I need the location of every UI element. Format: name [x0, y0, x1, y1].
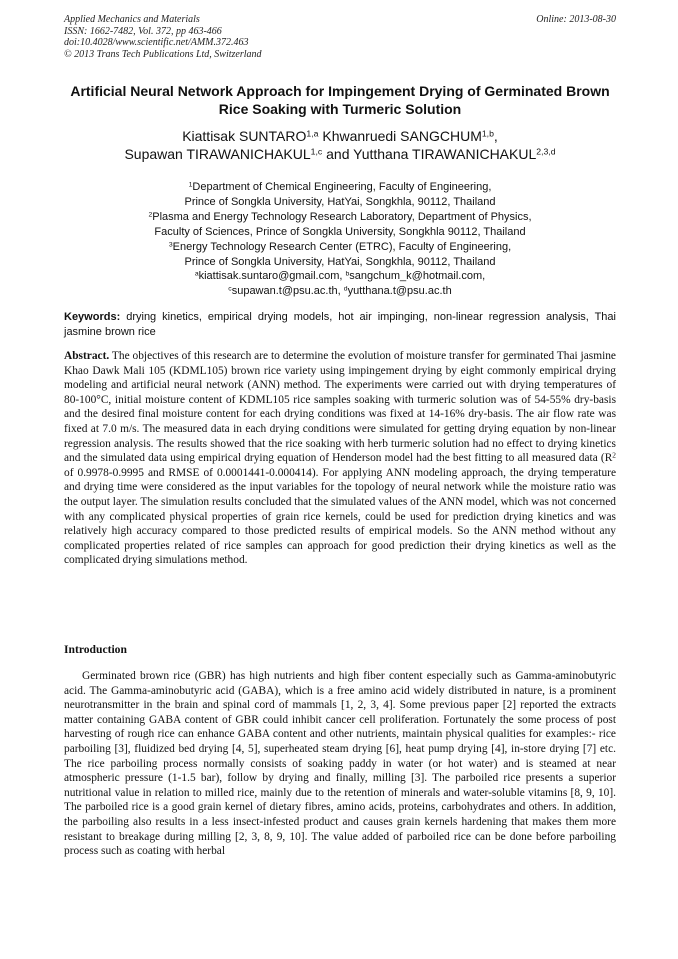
affiliations — [64, 180, 616, 299]
author-affil-sup: 1,b — [481, 128, 494, 139]
author-name: Khwanruedi SANGCHUM — [322, 128, 482, 144]
author-affil-sup: 1,c — [310, 146, 323, 157]
paper-title: Artificial Neural Network Approach for Impingement Drying of Germinated Brown Rice Soaking with Turmeric Solution — [70, 83, 610, 117]
journal-header — [64, 14, 616, 60]
online-date: Online: 2013-08-30 — [536, 14, 616, 25]
email-address: kiattisak.suntaro@gmail.com, — [198, 270, 346, 283]
affiliation — [64, 210, 616, 225]
affiliation-sup: 1 — [188, 181, 193, 189]
affiliation-line: Department of Chemical Engineering, Faculty of Engineering, — [192, 181, 492, 193]
keywords-label: Keywords: — [64, 311, 121, 323]
affiliation-sup: 2 — [148, 211, 153, 219]
email-address: sangchum_k@hotmail.com, — [349, 270, 486, 283]
email-address: supawan.t@psu.ac.th, — [231, 285, 344, 298]
author-separator: and — [322, 146, 354, 162]
author-affil-sup: 1,a — [306, 128, 319, 139]
doi-line: doi:10.4028/www.scientific.net/AMM.372.463 — [64, 37, 249, 48]
author-name: Supawan TIRAWANICHAKUL — [124, 146, 311, 162]
author-affil-sup: 2,3,d — [536, 146, 556, 157]
journal-name: Applied Mechanics and Materials — [64, 14, 200, 25]
email-sup: d — [343, 285, 348, 293]
introduction-paragraph: Germinated brown rice (GBR) has high nutrients and high fiber content especially such as Gamma-aminobutyric acid. The Gamma-aminobutyric acid (GABA), which is a free amino acid widely distributed in nature, is a prominent neurotransmitter in the brain and spinal cord of mammals [1, 2, 3, 4]. Some previous paper [2] reported the extracts matter containing GABA content of GBR could inhibit cancer cell proliferation. Fortunately the some process of post harvesting of rough rice can enhance GABA content and other nutrients, maintain physical qualities for examples:- rice parboiling [3], fluidized bed drying [4, 5], superheated steam drying [6], heat pump drying [4], in-store drying [7] etc. The rice parboiling process normally consists of soaking paddy in water (or hot water) and is steamed at near atmospheric pressure (1-1.5 bar), follow by drying and finally, milling [3]. The parboiled rice presents a superior nutritional value in relation to milled rice, mainly due to the retention of minerals and water-soluble vitamins [8, 9, 10]. The parboiled rice is a good grain kernel of dietary fibres, amino acids, proteins, carbohydrates and others. In addition, the parboiling also results in a less insect-infested product and causes grain kernels hardening that makes them more resistant to breakage during milling [2, 3, 8, 9, 10]. The value added of parboiled rice can be done before parboiling process such as coating with herbal — [64, 670, 616, 858]
author-list — [64, 127, 616, 163]
email-line — [64, 284, 616, 299]
affiliation-line: Prince of Songkla University, HatYai, Songkhla, 90112, Thailand — [184, 255, 496, 268]
email-address: yutthana.t@psu.ac.th — [347, 285, 452, 298]
abstract-text: The objectives of this research are to determine the evolution of moisture transfer for germinated Thai jasmine Khao Dawk Mali 105 (KDML105) brown rice variety using impingement drying by eight commonly empirical drying modeling and artificial neural network (ANN) method. The experiments were carried out with drying temperatures of 80-100°C, initial moisture content of KDML105 rice samples soaking with turmeric solution was of 54-55% dry-basis and the desired final moisture content for each drying conditions was fixed at 14-16% dry-basis. The air flow rate was fixed at 7.0 m/s. The measured data in each drying conditions were simulated for getting drying equation by non-linear regression analysis. The results showed that the rice soaking with herb turmeric solution had no effect to drying kinetics and the simulated data using empirical drying equation of Henderson model had the best fitting to all measured data (R — [64, 350, 616, 465]
author-name: Yutthana TIRAWANICHAKUL — [353, 146, 537, 162]
abstract-label: Abstract. — [64, 350, 110, 362]
abstract-superscript: 2 — [612, 450, 616, 460]
copyright-line: © 2013 Trans Tech Publications Ltd, Switzerland — [64, 48, 262, 60]
section-heading-introduction: Introduction — [64, 643, 127, 656]
abstract-text: of 0.9978-0.9995 and RMSE of 0.0001441-0.000414). For applying ANN modeling approach, the drying temperature and drying time were considered as the input variables for the topology of neural network while the moisture ratio was the output layer. The simulation results concluded that the simulated values of the ANN model, which was not concerned with any complicated physical properties of grain rice kernels, could be used for prediction drying kinetics and was relatively high accuracy compared to those predicted results of empirical models. So the ANN method without any complicated properties related of rice samples can approach for good prediction their drying kinetics as well as the complicated drying simulations method. — [64, 466, 616, 567]
abstract — [64, 349, 616, 568]
issn-line: ISSN: 1662-7482, Vol. 372, pp 463-466 — [64, 25, 222, 37]
email-sup: c — [228, 285, 232, 293]
affiliation-line: Faculty of Sciences, Prince of Songkla University, Songkhla 90112, Thailand — [154, 225, 526, 238]
keywords — [64, 310, 616, 339]
affiliation — [64, 180, 616, 195]
keywords-text: drying kinetics, empirical drying models, hot air impinging, non-linear regression analysis, Thai jasmine brown rice — [64, 311, 616, 338]
author-separator: , — [493, 128, 498, 144]
affiliation-line: Energy Technology Research Center (ETRC), Faculty of Engineering, — [172, 240, 512, 253]
affiliation-line: Prince of Songkla University, HatYai, Songkhla, 90112, Thailand — [184, 195, 496, 208]
author-name: Kiattisak SUNTARO — [182, 128, 307, 144]
email-sup: a — [194, 271, 199, 279]
affiliation-sup: 3 — [168, 241, 173, 249]
email-line — [64, 269, 616, 284]
affiliation-line: Plasma and Energy Technology Research Laboratory, Department of Physics, — [152, 210, 532, 223]
affiliation — [64, 240, 616, 255]
email-sup: b — [345, 271, 350, 279]
